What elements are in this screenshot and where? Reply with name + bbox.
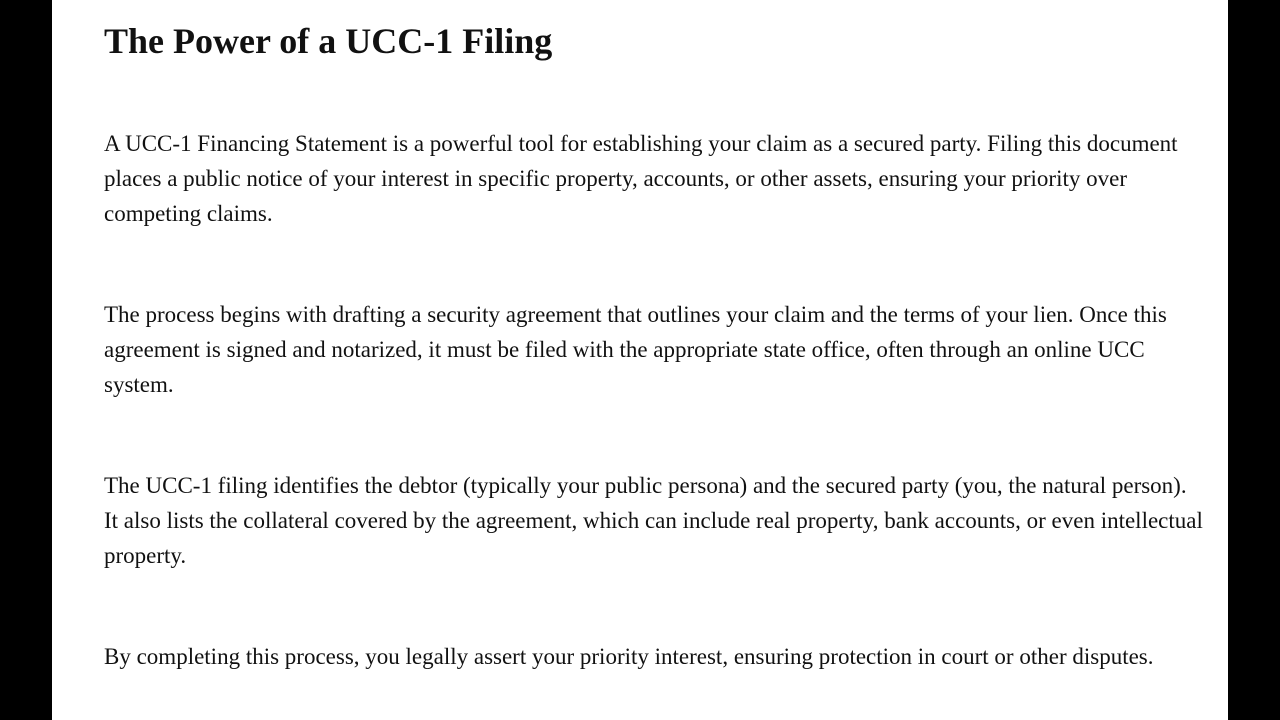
paragraph-ucc1-overview: A UCC-1 Financing Statement is a powerful tool for establishing your claim as a secured party. Filing this document places a public notice of your interest in specific property, accounts, or other assets, ensuring your priority over competing claims.: [104, 131, 1178, 226]
paragraph-conclusion: By completing this process, you legally assert your priority interest, ensuring protection in court or other disputes.: [104, 644, 1154, 669]
document-page: [52, 0, 1228, 720]
paragraph-parties-collateral: The UCC-1 filing identifies the debtor (typically your public persona) and the secured party (you, the natural person). It also lists the collateral covered by the agreement, which can include real property, bank accounts, or even intellectual property.: [104, 473, 1203, 568]
page-title: The Power of a UCC-1 Filing: [104, 21, 553, 61]
paragraph-process: The process begins with drafting a security agreement that outlines your claim and the terms of your lien. Once this agreement is signed and notarized, it must be filed with the appropriate state office, often through an online UCC system.: [104, 302, 1167, 397]
